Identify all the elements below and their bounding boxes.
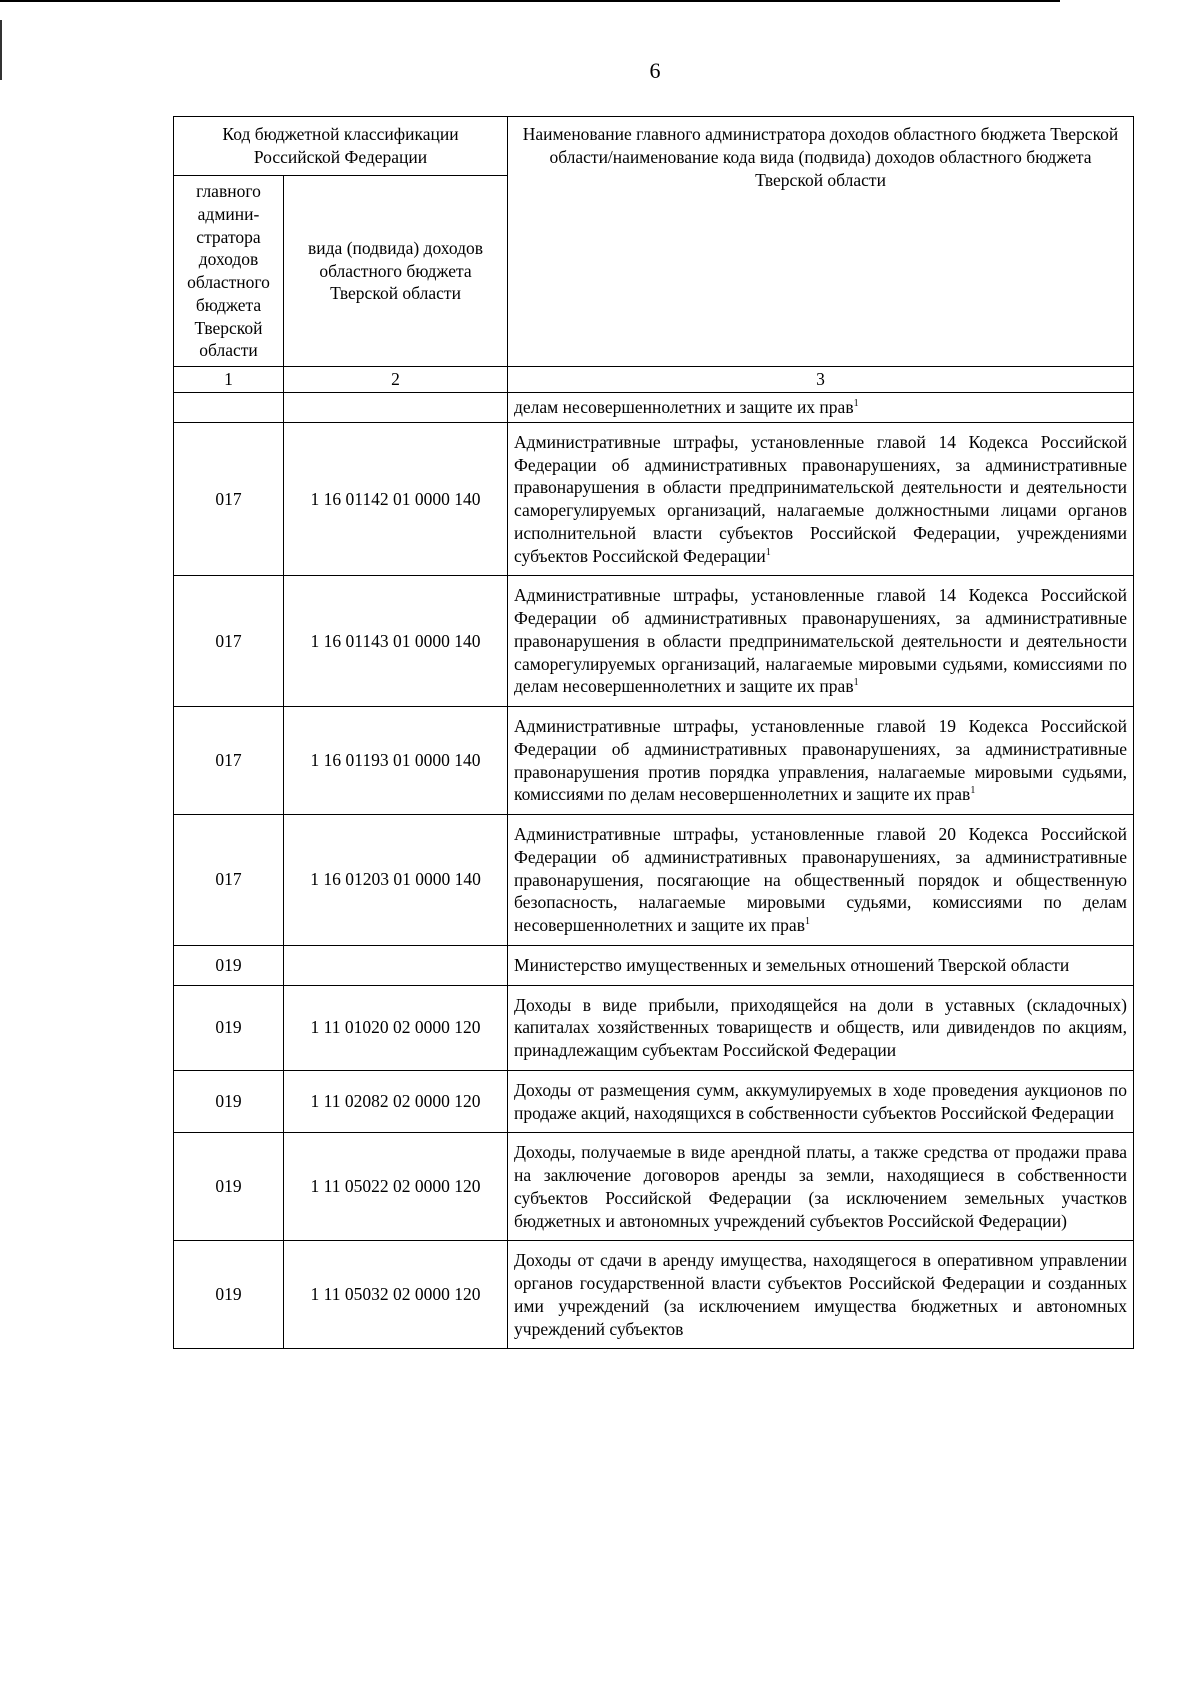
table-row [174, 815, 1134, 946]
description-text: Министерство имущественных и земельных отношений Тверской области [514, 954, 1070, 975]
header-num-3: 3 [508, 367, 1134, 393]
header-number-row [174, 367, 1134, 393]
income-code [284, 945, 508, 985]
continuation-admin [174, 393, 284, 423]
description-text: Доходы в виде прибыли, приходящейся на доли в уставных (складочных) капиталах хозяйственных товариществ и обществ, или дивидендов по акциям, принадлежащим субъектам Российской Федерации [514, 994, 1127, 1060]
description-cell [508, 576, 1134, 707]
description-text: Доходы, получаемые в виде арендной платы, а также средства от продажи права на заключение договоров аренды за земли, находящиеся в собственности субъектов Российской Федерации (за исключением земельных участков бюджетных и автономных учреждений субъектов Российской Федерации) [514, 1142, 1127, 1231]
continuation-text: делам несовершеннолетних и защите их прав [514, 397, 854, 417]
income-code: 1 16 01203 01 0000 140 [284, 815, 508, 946]
admin-code: 017 [174, 576, 284, 707]
income-code: 1 16 01193 01 0000 140 [284, 707, 508, 815]
table-row [174, 1241, 1134, 1349]
description-cell [508, 945, 1134, 985]
income-code: 1 16 01143 01 0000 140 [284, 576, 508, 707]
page-number: 6 [649, 58, 661, 83]
header-num-1: 1 [174, 367, 284, 393]
description-cell [508, 707, 1134, 815]
admin-code: 019 [174, 945, 284, 985]
table-row [174, 1070, 1134, 1133]
footnote-mark: 1 [804, 916, 810, 928]
admin-code: 019 [174, 1070, 284, 1133]
admin-code: 017 [174, 422, 284, 576]
scan-border-line [0, 0, 1060, 2]
description-text: Административные штрафы, установленные главой 19 Кодекса Российской Федерации об административных правонарушениях, за административные правонарушения против порядка управления, налагаемые мировыми судьями, комиссиями по делам несовершеннолетних и защите их прав [514, 716, 1127, 805]
description-text: Административные штрафы, установленные главой 14 Кодекса Российской Федерации об административных правонарушениях, за административные правонарушения в области предпринимательской деятельности и деятельности саморегулируемых организаций, налагаемые мировыми судьями, комиссиями по делам несовершеннолетних и защите их прав [514, 585, 1127, 697]
continuation-text-cell [508, 393, 1134, 423]
admin-code: 017 [174, 815, 284, 946]
header-col1-label: главного админи- стратора доходов областного бюджета Тверской области [174, 176, 284, 367]
description-text: Административные штрафы, установленные главой 20 Кодекса Российской Федерации об административных правонарушениях, за административные правонарушения, посягающие на общественный порядок и общественную безопасность, налагаемые мировыми судьями, комиссиями по делам несовершеннолетних и защите их прав [514, 824, 1127, 935]
continuation-code [284, 393, 508, 423]
footnote-mark: 1 [853, 677, 859, 689]
footnote-mark: 1 [765, 546, 771, 558]
description-cell [508, 1070, 1134, 1133]
income-code: 1 11 05032 02 0000 120 [284, 1241, 508, 1349]
header-num-2: 2 [284, 367, 508, 393]
description-cell [508, 985, 1134, 1070]
admin-code: 019 [174, 1133, 284, 1241]
footnote-mark: 1 [853, 398, 859, 410]
table-row [174, 945, 1134, 985]
table-row [174, 985, 1134, 1070]
admin-code: 019 [174, 985, 284, 1070]
income-code: 1 16 01142 01 0000 140 [284, 422, 508, 576]
description-cell [508, 422, 1134, 576]
header-col3-label: Наименование главного администратора доходов областного бюджета Тверской области/наименование кода вида (подвида) доходов областного бюджета Тверской области [508, 117, 1134, 367]
description-cell [508, 1241, 1134, 1349]
description-text: Административные штрафы, установленные главой 14 Кодекса Российской Федерации об административных правонарушениях, за административные правонарушения в области предпринимательской деятельности и деятельности саморегулируемых организаций, налагаемые должностными лицами органов исполнительной власти субъектов Российской Федерации, учреждениями субъектов Российской Федерации [514, 431, 1127, 566]
description-text: Доходы от сдачи в аренду имущества, находящегося в оперативном управлении органов государственной власти субъектов Российской Федерации и созданных ими учреждений (за исключением имущества бюджетных и автономных учреждений субъектов [514, 1250, 1127, 1339]
table-row [174, 422, 1134, 576]
admin-code: 019 [174, 1241, 284, 1349]
header-col2-label: вида (подвида) доходов областного бюджета Тверской области [284, 176, 508, 367]
admin-code: 017 [174, 707, 284, 815]
footnote-mark: 1 [970, 785, 976, 797]
description-cell [508, 1133, 1134, 1241]
income-code: 1 11 01020 02 0000 120 [284, 985, 508, 1070]
table-row [174, 576, 1134, 707]
budget-classification-table [173, 116, 1134, 1349]
table-row [174, 1133, 1134, 1241]
continuation-row [174, 393, 1134, 423]
income-code: 1 11 02082 02 0000 120 [284, 1070, 508, 1133]
table-row [174, 707, 1134, 815]
description-text: Доходы от размещения сумм, аккумулируемых в ходе проведения аукционов по продаже акций, находящихся в собственности субъектов Российской Федерации [514, 1079, 1127, 1123]
header-row-group [174, 117, 1134, 176]
description-cell [508, 815, 1134, 946]
income-code: 1 11 05022 02 0000 120 [284, 1133, 508, 1241]
header-group-label: Код бюджетной классификации Российской Федерации [174, 117, 508, 176]
